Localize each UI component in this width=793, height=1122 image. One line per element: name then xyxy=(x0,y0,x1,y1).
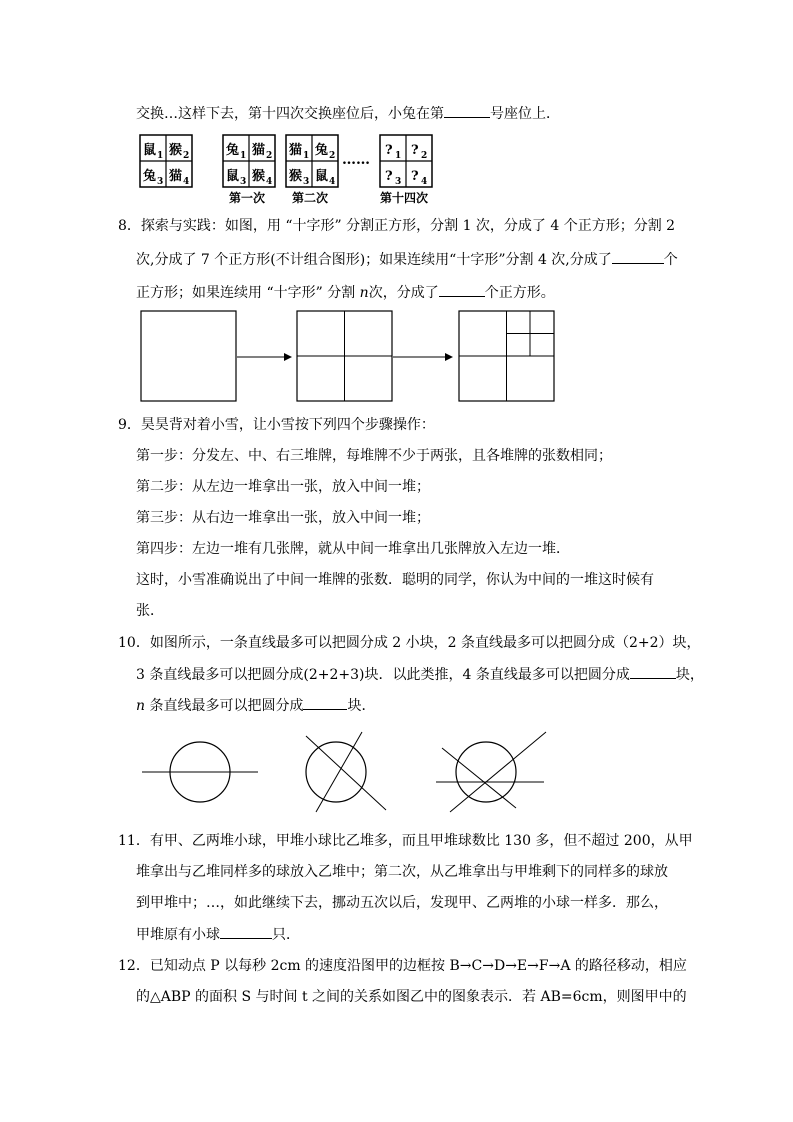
circle-three-lines xyxy=(436,732,546,812)
seat-cell-number: 3 xyxy=(157,177,164,187)
seat-cell-label: 鼠 xyxy=(143,143,157,158)
q11-line-3: 到甲堆中；…，如此继续下去，挪动五次以后，发现甲、乙两堆的小球一样多．那么， xyxy=(136,895,668,911)
q10-answer-blank-2 xyxy=(303,695,347,710)
square-undivided xyxy=(141,311,236,401)
q10-line-2-after: 块， xyxy=(675,667,704,683)
seat-cell-number: 3 xyxy=(395,177,402,187)
q10-line-3-before: 条直线最多可以把圆分成 xyxy=(145,698,304,714)
seat-cell-label: 猴 xyxy=(252,169,266,184)
seat-cell-number: 4 xyxy=(266,177,273,187)
q8-line-3-after: 个正方形。 xyxy=(484,285,555,301)
seat-cell-label: 鼠 xyxy=(226,169,240,184)
q8-answer-blank-1 xyxy=(612,249,664,264)
q8-line-1: 8．探索与实践：如图，用 “十字形” 分割正方形，分割 1 次，分成了 4 个正方形；分割 2 xyxy=(118,218,676,234)
q10-variable-n: n xyxy=(136,698,146,714)
q7-seat-diagram xyxy=(138,133,438,205)
q9-step-2: 第二步：从左边一堆拿出一张，放入中间一堆； xyxy=(136,479,430,495)
q11-line-4 xyxy=(136,924,300,945)
seat-cell-label: 猫 xyxy=(289,143,303,158)
seat-grid-fourteenth xyxy=(380,135,432,205)
seat-cell-number: 3 xyxy=(303,177,310,187)
seat-cell-number: 3 xyxy=(240,177,247,187)
seat-cell-number: 2 xyxy=(183,151,190,161)
seat-cell-label: ? xyxy=(411,143,419,158)
q8-line-3 xyxy=(136,282,555,303)
q10-line-1: 10．如图所示，一条直线最多可以把圆分成 2 小块，2 条直线最多可以把圆分成（2+2）块， xyxy=(118,635,701,651)
q7-answer-blank xyxy=(444,103,490,118)
q7-text xyxy=(136,103,560,124)
seat-cell-label: 鼠 xyxy=(315,169,329,184)
q12-line-2: 的△ABP 的面积 S 与时间 t 之间的关系如图乙中的图象表示．若 AB=6cm，则图甲中的 xyxy=(136,989,687,1005)
q8-line-2 xyxy=(136,249,678,270)
seat-cell-label: 猴 xyxy=(169,143,183,158)
q10-answer-blank-1 xyxy=(630,664,676,679)
seat-cell-number: 2 xyxy=(266,151,273,161)
seat-cell-label: 兔 xyxy=(315,143,329,158)
seat-cell-number: 4 xyxy=(183,177,190,187)
seat-cell-number: 1 xyxy=(157,151,164,161)
q9-step-4: 第四步：左边一堆有几张牌，就从中间一堆拿出几张牌放入左边一堆． xyxy=(136,541,570,557)
q8-line-3-before: 正方形；如果连续用 “十字形” 分割 xyxy=(136,285,360,301)
seat-cell-label: 猴 xyxy=(289,169,303,184)
q7-text-after: 号座位上． xyxy=(490,106,560,122)
seat-cell-label: 兔 xyxy=(226,143,240,158)
seat-grid-second xyxy=(286,135,338,205)
q8-cross-division-figure xyxy=(140,310,560,404)
seat-grid-initial xyxy=(140,135,192,187)
q7-ellipsis: …… xyxy=(342,152,370,168)
seat-cell-label: 兔 xyxy=(143,169,157,184)
q12-line-1: 12．已知动点 P 以每秒 2cm 的速度沿图甲的边框按 B→C→D→E→F→A 的路径移动，相应 xyxy=(118,958,687,974)
q9-step-1: 第一步：分发左、中、右三堆牌，每堆牌不少于两张，且各堆牌的张数相同； xyxy=(136,448,612,464)
seat-cell-number: 1 xyxy=(303,151,310,161)
seat-grid-caption: 第二次 xyxy=(292,191,329,205)
q10-line-2-before: 3 条直线最多可以把圆分成(2+2+3)块．以此类推，4 条直线最多可以把圆分成 xyxy=(136,667,630,683)
q10-circle-lines-figure xyxy=(140,726,560,816)
q8-variable-n: n xyxy=(359,285,369,301)
q7-text-before: 交换…这样下去，第十四次交换座位后，小兔在第 xyxy=(136,106,444,122)
seat-cell-number: 1 xyxy=(395,151,402,161)
q8-answer-blank-2 xyxy=(439,282,485,297)
q11-line-1: 11．有甲、乙两堆小球，甲堆小球比乙堆多，而且甲堆球数比 130 多，但不超过 200，从甲 xyxy=(118,833,693,849)
seat-cell-number: 4 xyxy=(421,177,428,187)
seat-cell-label: 猫 xyxy=(169,169,183,184)
seat-grid-caption: 第十四次 xyxy=(380,191,429,205)
seat-grid-first xyxy=(223,135,275,205)
seat-cell-label: 猫 xyxy=(252,143,266,158)
seat-cell-label: ? xyxy=(385,169,393,184)
q11-line-4-after: 只． xyxy=(272,927,300,943)
q8-line-2-after: 个 xyxy=(663,252,678,268)
circle-two-lines xyxy=(306,732,386,812)
q11-line-4-before: 甲堆原有小球 xyxy=(136,927,220,943)
seat-cell-label: ? xyxy=(385,143,393,158)
q10-line-2 xyxy=(136,664,704,685)
q9-step-3: 第三步：从右边一堆拿出一张，放入中间一堆； xyxy=(136,510,430,526)
q9-conclusion-line-1: 这时，小雪准确说出了中间一堆牌的张数．聪明的同学，你认为中间的一堆这时候有 xyxy=(136,572,654,588)
circle-one-line xyxy=(142,742,258,802)
q10-line-3 xyxy=(136,695,375,716)
q8-line-2-before: 次,分成了 7 个正方形(不计组合图形)；如果连续用“十字形”分割 4 次,分成了 xyxy=(136,252,612,268)
seat-cell-number: 2 xyxy=(421,151,428,161)
q11-answer-blank xyxy=(220,924,272,939)
q10-line-3-after: 块． xyxy=(347,698,376,714)
q8-line-3-mid: 次，分成了 xyxy=(368,285,439,301)
square-divided-twice xyxy=(459,311,554,401)
seat-grid-caption: 第一次 xyxy=(229,191,266,205)
q11-line-2: 堆拿出与乙堆同样多的球放入乙堆中；第二次，从乙堆拿出与甲堆剩下的同样多的球放 xyxy=(136,864,668,880)
seat-cell-number: 4 xyxy=(329,177,336,187)
seat-cell-number: 2 xyxy=(329,151,336,161)
q9-conclusion-line-2: 张． xyxy=(136,603,164,619)
seat-cell-number: 1 xyxy=(240,151,247,161)
q9-title: 9．昊昊背对着小雪，让小雪按下列四个步骤操作： xyxy=(118,417,435,433)
seat-cell-label: ? xyxy=(411,169,419,184)
square-divided-once xyxy=(297,311,392,401)
